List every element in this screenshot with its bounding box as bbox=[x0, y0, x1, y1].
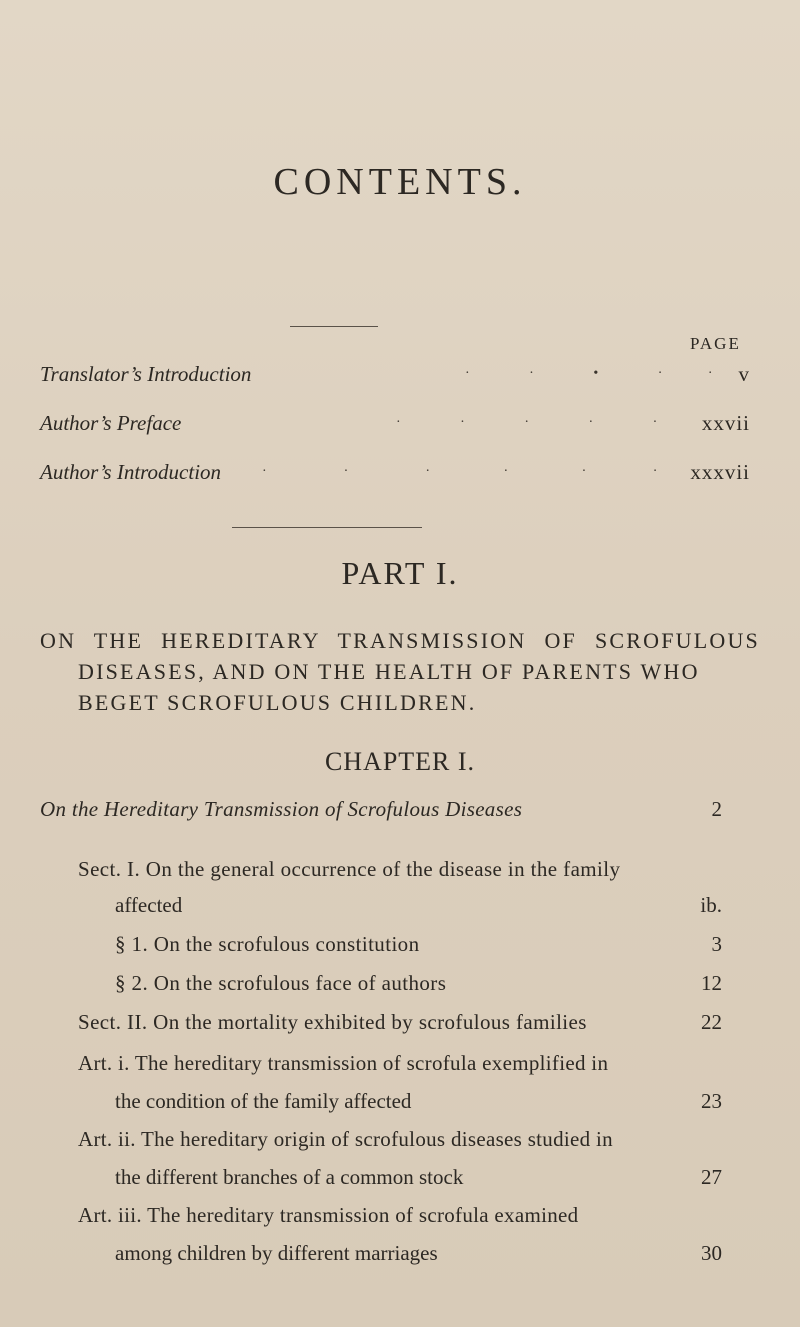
toc-entry bbox=[0, 932, 800, 962]
leader-dots: · · · · · bbox=[396, 415, 658, 430]
toc-entry-chapter-heading bbox=[0, 797, 800, 827]
toc-entry bbox=[0, 971, 800, 1001]
toc-label: Translator’s Introduction bbox=[40, 362, 252, 386]
part-description-line: BEGET SCROFULOUS CHILDREN. bbox=[78, 690, 477, 715]
toc-label-line: § 2. On the scrofulous face of authors bbox=[115, 971, 447, 995]
toc-label-line: Art. i. The hereditary transmission of scrofula exemplified in bbox=[78, 1051, 609, 1075]
part-description-line: DISEASES, AND ON THE HEALTH OF PARENTS WHO bbox=[78, 659, 700, 684]
toc-label-line: Art. iii. The hereditary transmission of scrofula examined bbox=[78, 1203, 579, 1227]
toc-label: Author’s Preface bbox=[40, 411, 182, 435]
toc-page-number: 30 bbox=[701, 1241, 722, 1265]
toc-entry bbox=[0, 1051, 800, 1131]
title-rule bbox=[290, 326, 378, 327]
toc-page-number: 3 bbox=[711, 932, 722, 956]
toc-label: On the Hereditary Transmission of Scrofulous Diseases bbox=[40, 797, 523, 821]
toc-page-number: 27 bbox=[701, 1165, 722, 1189]
toc-entry bbox=[0, 1127, 800, 1207]
part-description bbox=[40, 625, 760, 718]
toc-entry-authors-preface bbox=[0, 411, 800, 441]
chapter-title: CHAPTER I. bbox=[324, 747, 476, 776]
toc-label-line: Sect. II. On the mortality exhibited by scrofulous families bbox=[78, 1010, 587, 1034]
toc-page-number: 12 bbox=[701, 971, 722, 995]
toc-entry bbox=[0, 1203, 800, 1283]
toc-label-line: affected bbox=[115, 893, 183, 917]
toc-entry bbox=[0, 857, 800, 937]
toc-label-line: the condition of the family affected bbox=[115, 1089, 412, 1113]
part-title: PART I. bbox=[341, 555, 459, 591]
toc-label-line: Sect. I. On the general occurrence of the disease in the family bbox=[78, 857, 621, 881]
leader-dots: · · • · · bbox=[465, 366, 713, 381]
toc-page-number: ib. bbox=[700, 893, 722, 917]
toc-page-number: 23 bbox=[701, 1089, 722, 1113]
toc-entry-translators-introduction bbox=[0, 362, 800, 392]
toc-page-number: xxvii bbox=[701, 411, 750, 435]
toc-page-number: 2 bbox=[711, 797, 722, 821]
leader-dots: · · · · · · bbox=[262, 464, 658, 479]
toc-label-line: Art. ii. The hereditary origin of scrofulous diseases studied in bbox=[78, 1127, 613, 1151]
toc-label: Author’s Introduction bbox=[40, 460, 222, 484]
toc-page-number: xxxvii bbox=[690, 460, 750, 484]
toc-page-number: 22 bbox=[701, 1010, 722, 1034]
toc-entry-authors-introduction bbox=[0, 460, 800, 490]
toc-page-number: v bbox=[738, 362, 750, 386]
toc-label-line: among children by different marriages bbox=[115, 1241, 438, 1265]
part-description-line: ON THE HEREDITARY TRANSMISSION OF SCROFULOUS bbox=[40, 628, 760, 653]
page-title: CONTENTS. bbox=[273, 161, 527, 203]
toc-entry bbox=[0, 1010, 800, 1040]
page-column-label: PAGE bbox=[690, 334, 741, 353]
section-rule bbox=[232, 527, 422, 528]
toc-label-line: § 1. On the scrofulous constitution bbox=[115, 932, 420, 956]
toc-label-line: the different branches of a common stock bbox=[115, 1165, 464, 1189]
